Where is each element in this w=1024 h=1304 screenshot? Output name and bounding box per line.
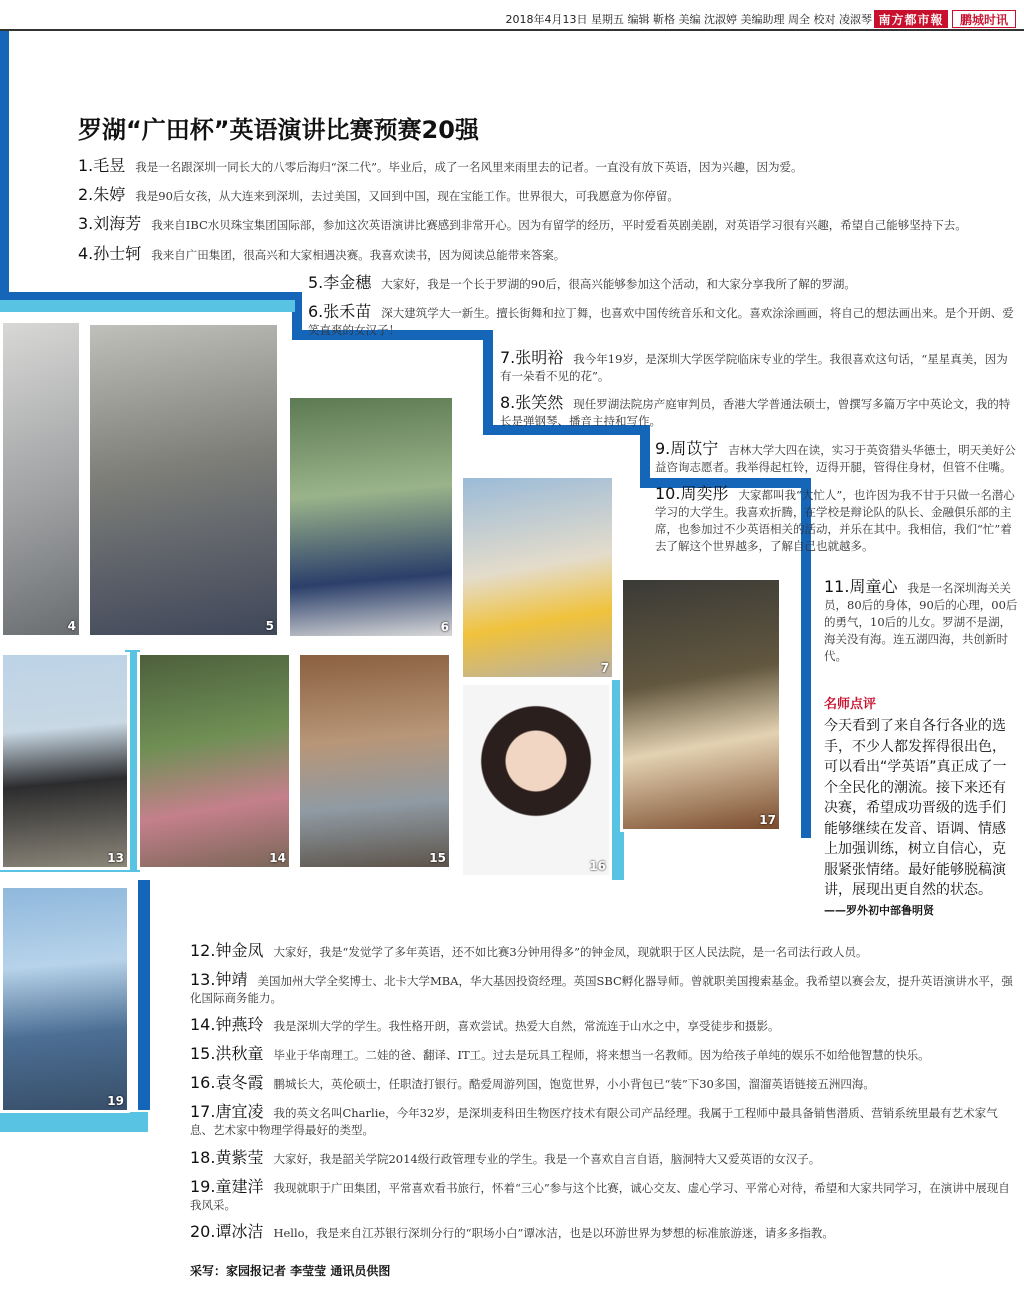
- entry-text: 现任罗湖法院房产庭审判员，香港大学普通法硕士，曾撰写多篇万字中英论文，我的特长是弹钢琴、播音主持和写作。: [500, 397, 1011, 428]
- photo-number: 4: [67, 619, 76, 633]
- newspaper-logo: 南方都市報: [874, 10, 948, 28]
- entry-name: 12.钟金凤: [190, 941, 264, 960]
- photo-number: 14: [269, 851, 286, 865]
- header-rule: [0, 29, 1024, 31]
- blue-bar: [292, 292, 302, 332]
- entry-name: 3.刘海芳: [78, 214, 142, 233]
- entry-name: 14.钟燕玲: [190, 1015, 264, 1034]
- entry-name: 15.洪秋童: [190, 1044, 264, 1063]
- entry-name: 1.毛昱: [78, 156, 126, 175]
- entry-name: 13.钟靖: [190, 970, 248, 989]
- entry-name: 6.张禾苗: [308, 302, 372, 321]
- entry-11: [824, 578, 1018, 665]
- blue-bar: [640, 425, 650, 485]
- entry-name: 19.童建洋: [190, 1177, 264, 1196]
- photo-number: 19: [107, 1094, 124, 1108]
- header-info: 2018年4月13日 星期五 编辑 靳格 美编 沈淑婷 美编助理 周全 校对 凌淑琴: [505, 13, 872, 26]
- entry-text: 美国加州大学全奖博士、北卡大学MBA，华大基因投资经理。英国SBC孵化器导师。曾就职美国搜索基金。我希望以赛会友，提升英语演讲水平，强化国际商务能力。: [190, 974, 1013, 1005]
- entry-name: 11.周童心: [824, 577, 898, 596]
- entry-text: 大家都叫我“大忙人”，也许因为我不甘于只做一名潜心学习的大学生。我喜欢折腾，在学校是辩论队的队长、金融俱乐部的主席，也参加过不少英语相关的活动，并乐在其中。我相信，我们“忙”着去了解这个世界越多，了解自己也就越多。: [655, 488, 1015, 553]
- entry-2: [78, 186, 1018, 205]
- entry-text: 大家好，我是“发觉学了多年英语，还不如比赛3分钟用得多”的钟金凤，现就职于区人民法院，是一名司法行政人员。: [273, 945, 868, 959]
- entry-16: [190, 1074, 1018, 1093]
- contestant-photo: [0, 885, 130, 1113]
- entry-3: [78, 215, 1018, 234]
- contestant-photo: [87, 322, 280, 638]
- contestant-photo: [620, 577, 782, 832]
- entry-name: 2.朱婷: [78, 185, 126, 204]
- entry-text: 大家好，我是一个长于罗湖的90后，很高兴能够参加这个活动，和大家分享我所了解的罗湖。: [381, 277, 856, 291]
- entry-text: 鹏城长大，英伦硕士，任职渣打银行。酷爱周游列国，饱览世界，小小背包已“装”下30多国，溜溜英语链接五洲四海。: [273, 1077, 875, 1091]
- photo-number: 5: [265, 619, 274, 633]
- entry-text: 我来自广田集团，很高兴和大家相遇决赛。我喜欢读书，因为阅读总能带来答案。: [151, 248, 566, 262]
- entry-text: 我是深圳大学的学生。我性格开朗，喜欢尝试。热爱大自然，常流连于山水之中，享受徒步和摄影。: [273, 1019, 780, 1033]
- entry-name: 10.周奕彤: [655, 484, 729, 503]
- entry-text: 深大建筑学大一新生。擅长街舞和拉丁舞，也喜欢中国传统音乐和文化。喜欢涂涂画画，将自己的想法画出来。是个开朗、爱笑直爽的女汉子！: [308, 306, 1014, 337]
- entry-text: 我的英文名叫Charlie，今年32岁，是深圳麦科田生物医疗技术有限公司产品经理。我属于工程师中最具备销售潜质、营销系统里最有艺术家气息、艺术家中物理学得最好的类型。: [190, 1106, 998, 1137]
- comment-signature: ——罗外初中部鲁明贤: [824, 904, 934, 917]
- blue-bar: [138, 880, 150, 1110]
- light-blue-bar: [0, 300, 295, 312]
- entry-text: 吉林大学大四在读，实习于英资猎头华德士，明天美好公益咨询志愿者。我举得起杠铃，迈得开腿，管得住身材，但管不住嘴。: [655, 443, 1016, 474]
- article-credit: 采写：家园报记者 李莹莹 通讯员供图: [190, 1264, 391, 1278]
- comment-body: 今天看到了来自各行各业的选手，不少人都发挥得很出色，可以看出“学英语”真正成了一个全民化的潮流。接下来还有决赛，希望成功晋级的选手们能够继续在发音、语调、情感上加强训练，树立自信心，克服紧张情绪。最好能够脱稿演讲，展现出更自然的状态。: [824, 718, 1007, 898]
- contestant-photo: [0, 320, 82, 638]
- entry-15: [190, 1045, 1018, 1064]
- photo-number: 17: [759, 813, 776, 827]
- blue-bar: [483, 330, 493, 430]
- entry-text: 我是一名深圳海关关员，80后的身体，90后的心理，00后的勇气，10后的儿女。罗湖不是湖，海关没有海。连五湖四海，共创新时代。: [824, 581, 1018, 663]
- photo-number: 15: [429, 851, 446, 865]
- contestant-photo: [287, 395, 455, 639]
- entry-name: 7.张明裕: [500, 348, 564, 367]
- contestant-photo: [0, 652, 130, 870]
- entry-name: 8.张笑然: [500, 393, 564, 412]
- entry-6: [308, 303, 1018, 339]
- contestant-photo: [460, 682, 612, 878]
- entry-text: 我是一名跟深圳一同长大的八零后海归“深二代”。毕业后，成了一名风里来雨里去的记者。一直没有放下英语，因为兴趣，因为爱。: [135, 160, 803, 174]
- contestant-photo: [137, 652, 292, 870]
- photo-number: 16: [589, 859, 606, 873]
- photo-number: 6: [440, 620, 449, 634]
- entry-name: 20.谭冰洁: [190, 1222, 264, 1241]
- entry-7: [500, 349, 1018, 385]
- entry-5: [308, 274, 1018, 293]
- contestant-photo: [297, 652, 452, 870]
- entry-4: [78, 245, 1018, 264]
- entry-text: 大家好，我是韶关学院2014级行政管理专业的学生。我是一个喜欢自言自语，脑洞特大又爱英语的女汉子。: [273, 1152, 821, 1166]
- entry-name: 16.袁冬霞: [190, 1073, 264, 1092]
- entry-text: 我今年19岁，是深圳大学医学院临床专业的学生。我很喜欢这句话，“星星真美，因为有一朵看不见的花”。: [500, 352, 1008, 383]
- entry-12: [190, 942, 1018, 961]
- contestant-photo: [460, 475, 615, 680]
- comment-heading: 名师点评: [824, 697, 877, 712]
- entry-text: 我现就职于广田集团，平常喜欢看书旅行，怀着“三心”参与这个比赛，诚心交友、虚心学习、平常心对待，希望和大家共同学习，在演讲中展现自我风采。: [190, 1181, 1010, 1212]
- entry-19: [190, 1178, 1018, 1214]
- entry-1: [78, 157, 1018, 176]
- entry-20: [190, 1223, 1018, 1242]
- photo-number: 13: [107, 851, 124, 865]
- entry-text: 毕业于华南理工。二娃的爸、翻译、IT工。过去是玩具工程师，将来想当一名教师。因为给孩子单纯的娱乐不如给他智慧的快乐。: [273, 1048, 930, 1062]
- entry-13: [190, 971, 1018, 1007]
- entry-18: [190, 1149, 1018, 1168]
- entry-14: [190, 1016, 1018, 1035]
- entry-8: [500, 394, 1018, 430]
- entry-text: 我是90后女孩，从大连来到深圳，去过美国，又回到中国，现在宝能工作。世界很大，可我愿意为你停留。: [135, 189, 679, 203]
- photo-number: 7: [600, 661, 609, 675]
- page-header: [0, 0, 1024, 30]
- entry-text: 我来自IBC水贝珠宝集团国际部，参加这次英语演讲比赛感到非常开心。因为有留学的经历，平时爱看英剧美剧，对英语学习很有兴趣，希望自己能够坚持下去。: [151, 218, 967, 232]
- entry-name: 18.黄紫莹: [190, 1148, 264, 1167]
- entry-name: 9.周苡宁: [655, 439, 719, 458]
- light-blue-bar: [0, 1112, 148, 1132]
- page-title: 罗湖“广田杯”英语演讲比赛预赛20强: [78, 116, 479, 144]
- entry-17: [190, 1103, 1018, 1139]
- entry-10: [655, 485, 1018, 555]
- entry-text: Hello，我是来自江苏银行深圳分行的“职场小白”谭冰洁，也是以环游世界为梦想的标准旅游迷，请多多指教。: [273, 1226, 834, 1240]
- blue-bar-left: [0, 31, 9, 301]
- entry-name: 5.李金穗: [308, 273, 372, 292]
- entry-name: 4.孙士轲: [78, 244, 142, 263]
- entry-9: [655, 440, 1018, 476]
- section-logo: 鹏城时讯: [952, 10, 1016, 28]
- entry-name: 17.唐宜凌: [190, 1102, 264, 1121]
